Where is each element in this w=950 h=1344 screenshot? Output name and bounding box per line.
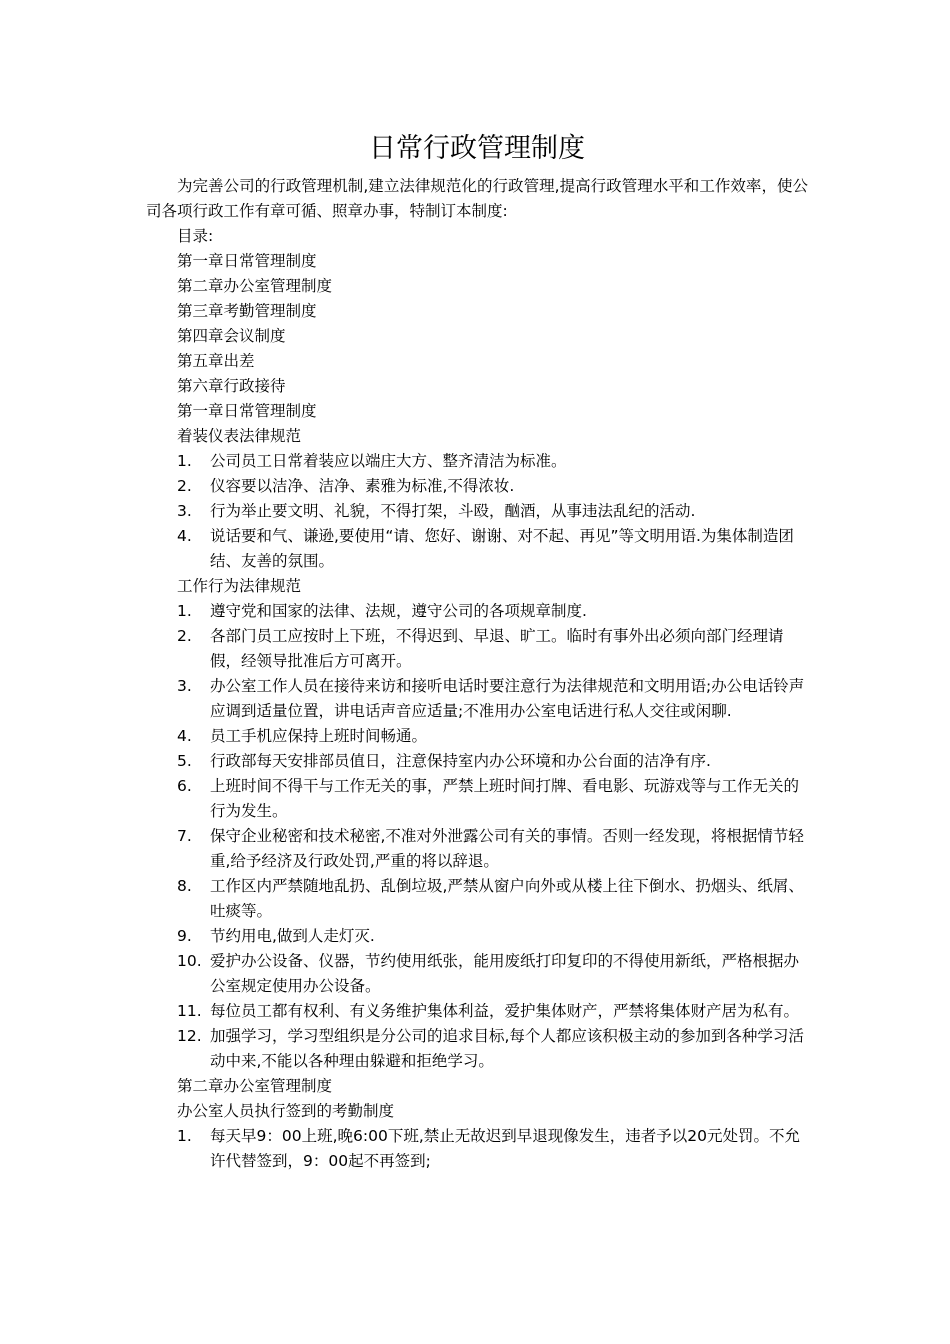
list-number: 11. <box>177 1002 202 1020</box>
list-text: 上班时间不得干与工作无关的事，严禁上班时间打牌、看电影、玩游戏等与工作无关的行为发生。 <box>210 777 800 820</box>
toc-item-3: 第三章考勤管理制度 <box>177 302 317 320</box>
chapter2-heading: 第二章办公室管理制度 <box>177 1077 333 1095</box>
toc-item-1: 第一章日常管理制度 <box>177 252 317 270</box>
document-title: 日常行政管理制度 <box>369 133 585 164</box>
list-text: 说话要和气、谦逊,要使用“请、您好、谢谢、对不起、再见”等文明用语.为集体制造团结、友善的氛围。 <box>210 527 794 570</box>
list-text: 遵守党和国家的法律、法规，遵守公司的各项规章制度. <box>210 602 587 620</box>
list-text: 每位员工都有权利、有义务维护集体利益，爱护集体财产，严禁将集体财产居为私有。 <box>210 1002 800 1020</box>
list-text: 节约用电,做到人走灯灭. <box>210 927 375 945</box>
list-text: 仪容要以洁净、洁净、素雅为标准,不得浓妆. <box>210 477 515 495</box>
list-number: 3. <box>177 677 192 695</box>
toc-item-5: 第五章出差 <box>177 352 255 370</box>
list-number: 5. <box>177 752 192 770</box>
list-text: 每天早9：00上班,晚6:00下班,禁止无故迟到早退现像发生，违者予以20元处罚。不允许代替签到，9：00起不再签到; <box>210 1127 800 1170</box>
list-number: 2. <box>177 627 192 645</box>
list-item <box>146 774 808 824</box>
list-text: 公司员工日常着装应以端庄大方、整齐清洁为标准。 <box>210 452 567 470</box>
list-item <box>146 1124 808 1174</box>
chapter2-section1-heading: 办公室人员执行签到的考勤制度 <box>177 1102 395 1120</box>
list-text: 加强学习，学习型组织是分公司的追求目标,每个人都应该积极主动的参加到各种学习活动中来,不能以各种理由躲避和拒绝学习。 <box>210 1027 804 1070</box>
intro-paragraph: 为完善公司的行政管理机制,建立法律规范化的行政管理,提高行政管理水平和工作效率，使公司各项行政工作有章可循、照章办事，特制订本制度: <box>146 177 808 220</box>
list-number: 9. <box>177 927 192 945</box>
list-text: 员工手机应保持上班时间畅通。 <box>210 727 428 745</box>
list-item <box>146 674 808 724</box>
list-number: 1. <box>177 452 192 470</box>
chapter1-heading: 第一章日常管理制度 <box>177 402 317 420</box>
list-text: 行为举止要文明、礼貌，不得打架，斗殴，酗酒，从事违法乱纪的活动. <box>210 502 696 520</box>
list-item <box>146 874 808 924</box>
list-item <box>146 949 808 999</box>
attendance-list <box>146 1124 808 1174</box>
work-conduct-list <box>146 599 808 1074</box>
list-item <box>146 499 808 524</box>
list-number: 10. <box>177 952 202 970</box>
chapter1-section2-heading: 工作行为法律规范 <box>177 577 302 595</box>
list-text: 各部门员工应按时上下班，不得迟到、早退、旷工。临时有事外出必须向部门经理请假，经领导批准后方可离开。 <box>210 627 784 670</box>
list-number: 12. <box>177 1027 202 1045</box>
list-number: 7. <box>177 827 192 845</box>
list-item <box>146 624 808 674</box>
list-item <box>146 924 808 949</box>
list-number: 1. <box>177 1127 192 1145</box>
list-text: 爱护办公设备、仪器，节约使用纸张，能用废纸打印复印的不得使用新纸，严格根据办公室规定使用办公设备。 <box>210 952 800 995</box>
list-number: 3. <box>177 502 192 520</box>
list-item <box>146 524 808 574</box>
list-text: 工作区内严禁随地乱扔、乱倒垃圾,严禁从窗户向外或从楼上往下倒水、扔烟头、纸屑、吐痰等。 <box>210 877 804 920</box>
list-number: 2. <box>177 477 192 495</box>
list-item <box>146 824 808 874</box>
list-number: 1. <box>177 602 192 620</box>
list-text: 办公室工作人员在接待来访和接听电话时要注意行为法律规范和文明用语;办公电话铃声应调到适量位置，讲电话声音应适量;不准用办公室电话进行私人交往或闲聊. <box>210 677 805 720</box>
dress-code-list <box>146 449 808 574</box>
list-item <box>146 449 808 474</box>
list-item <box>146 749 808 774</box>
list-number: 6. <box>177 777 192 795</box>
list-item <box>146 599 808 624</box>
list-item <box>146 474 808 499</box>
list-number: 4. <box>177 527 192 545</box>
list-item <box>146 724 808 749</box>
toc-item-6: 第六章行政接待 <box>177 377 286 395</box>
list-item <box>146 999 808 1024</box>
toc-label: 目录: <box>177 227 214 245</box>
list-number: 4. <box>177 727 192 745</box>
list-number: 8. <box>177 877 192 895</box>
document-page <box>146 128 808 1174</box>
list-text: 行政部每天安排部员值日，注意保持室内办公环境和办公台面的洁净有序. <box>210 752 711 770</box>
list-text: 保守企业秘密和技术秘密,不准对外泄露公司有关的事情。否则一经发现，将根据情节轻重,给予经济及行政处罚,严重的将以辞退。 <box>210 827 804 870</box>
toc-item-2: 第二章办公室管理制度 <box>177 277 333 295</box>
chapter1-section1-heading: 着装仪表法律规范 <box>177 427 302 445</box>
toc-item-4: 第四章会议制度 <box>177 327 286 345</box>
list-item <box>146 1024 808 1074</box>
